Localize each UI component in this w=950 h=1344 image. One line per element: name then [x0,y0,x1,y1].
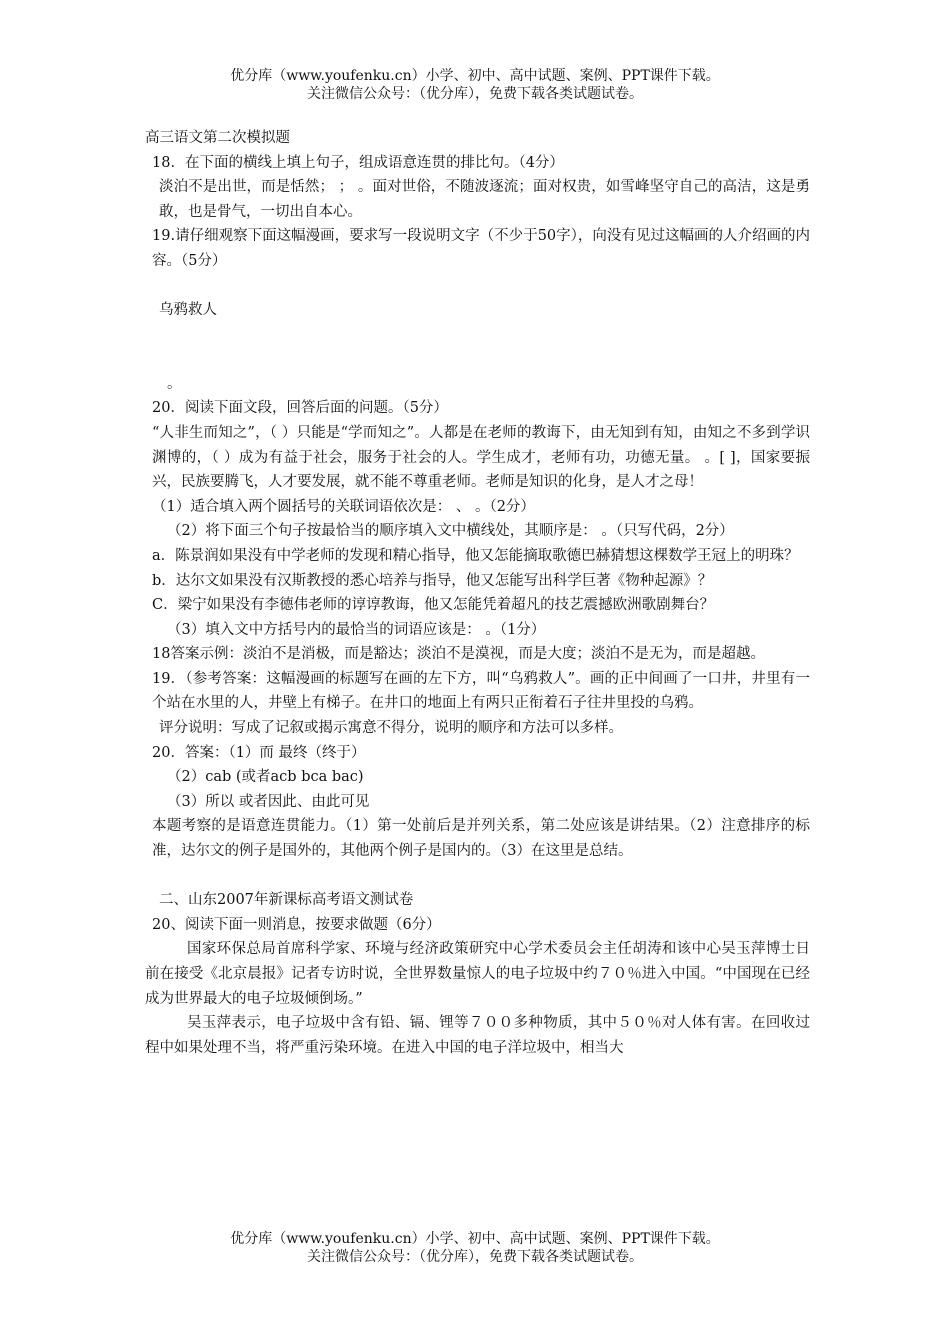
section-2-question-20: 20、阅读下面一则消息，按要求做题（6分） [152,916,441,933]
section-2-title: 二、山东2007年新课标高考语文测试卷 [159,892,414,909]
answer-20-explanation: 本题考察的是语意连贯能力。（1）第一处前后是并列关系，第二处应该是讲结果。（2）注意排序的标准，达尔文的例子是国外的，其他两个例子是国内的。（3）在这里是总结。 [152,818,810,860]
answer-20-part-2: （2）cab (或者acb bca bac) [167,769,364,786]
doc-title: 高三语文第二次模拟题 [145,130,290,146]
option-a: a．陈景润如果没有中学老师的发现和精心指导，他又怎能摘取歌德巴赫猜想这棵数学王冠上的明珠？ [152,547,799,564]
question-20-part-3: （3）填入文中方括号内的最恰当的词语应该是： 。（1分） [167,621,546,638]
answer-19: 19．（参考答案：这幅漫画的标题写在画的左下方，叫“乌鸦救人”。画的正中间画了一口井，井里有一个站在水里的人，井壁上有梯子。在井口的地面上有两只正衔着石子往井里投的乌鸦。 [152,670,810,712]
question-18-text: 淡泊不是出世，而是恬然； ； 。面对世俗，不随波逐流；面对权贵，如雪峰坚守自己的高洁，这是勇敢，也是骨气，一切出自本心。 [159,179,810,220]
header-line-1: 优分库（www.youfenku.cn）小学、初中、高中试题、案例、PPT课件下载。 [230,68,720,84]
document-body [145,126,810,1060]
page-footer [0,1230,950,1266]
answer-18: 18答案示例：淡泊不是消极，而是豁达；淡泊不是漠视，而是大度；淡泊不是无为，而是超越。 [152,646,765,663]
question-18: 18．在下面的横线上填上句子，组成语意连贯的排比句。（4分） [152,154,564,171]
question-20: 20．阅读下面文段，回答后面的问题。（5分） [152,400,448,417]
question-20-part-1: （1）适合填入两个圆括号的关联词语依次是： 、 。（2分） [152,498,535,515]
page-header [0,67,950,103]
option-c: C．梁宁如果没有李德伟老师的谆谆教诲，他又怎能凭着超凡的技艺震撼欧洲歌剧舞台？ [152,597,715,614]
footer-line-2: 关注微信公众号：（优分库），免费下载各类试题试卷。 [307,1249,643,1265]
footer-line-1: 优分库（www.youfenku.cn）小学、初中、高中试题、案例、PPT课件下载。 [230,1231,720,1247]
answer-20: 20．答案：（1）而 最终（终于） [152,744,366,761]
question-20-part-2: （2）将下面三个句子按最恰当的顺序填入文中横线处，其顺序是： 。（只写代码，2分） [167,523,734,540]
answer-19-note: 评分说明：写成了记叙或揭示寓意不得分，说明的顺序和方法可以多样。 [159,720,623,737]
header-line-2: 关注微信公众号：（优分库），免费下载各类试题试卷。 [307,86,643,102]
section-2-paragraph-2: 吴玉萍表示，电子垃圾中含有铅、镉、锂等７００多种物质，其中５０％对人体有害。在回收过程中如果处理不当，将严重污染环境。在进入中国的电子洋垃圾中，相当大 [145,1015,810,1056]
section-2-paragraph-1: 国家环保总局首席科学家、环境与经济政策研究中心学术委员会主任胡涛和该中心吴玉萍博士日前在接受《北京晨报》记者专访时说，全世界数量惊人的电子垃圾中约７０％进入中国。“中国现在已经成为世界最大的电子垃圾倾倒场。” [145,941,810,1007]
cartoon-title: 乌鸦救人 [159,302,217,319]
answer-20-part-3: （3）所以 或者因此、由此可见 [167,793,370,810]
placeholder-dot: 。 [167,375,182,392]
option-b: b．达尔文如果没有汉斯教授的悉心培养与指导，他又怎能写出科学巨著《物种起源》？ [152,572,713,589]
question-19: 19.请仔细观察下面这幅漫画，要求写一段说明文字（不少于50字），向没有见过这幅画的人介绍画的内容。（5分） [152,228,810,269]
question-20-text: “人非生而知之”，（ ）只能是“学而知之”。人都是在老师的教诲下，由无知到有知，由知之不多到学识渊博的，（ ）成为有益于社会，服务于社会的人。学生成才，老师有功，功德无量。 。[ ]，国家要振兴，民族要腾飞，人才要发展，就不能不尊重老师。老师是知识的化身，是人才之母！ [152,424,810,491]
